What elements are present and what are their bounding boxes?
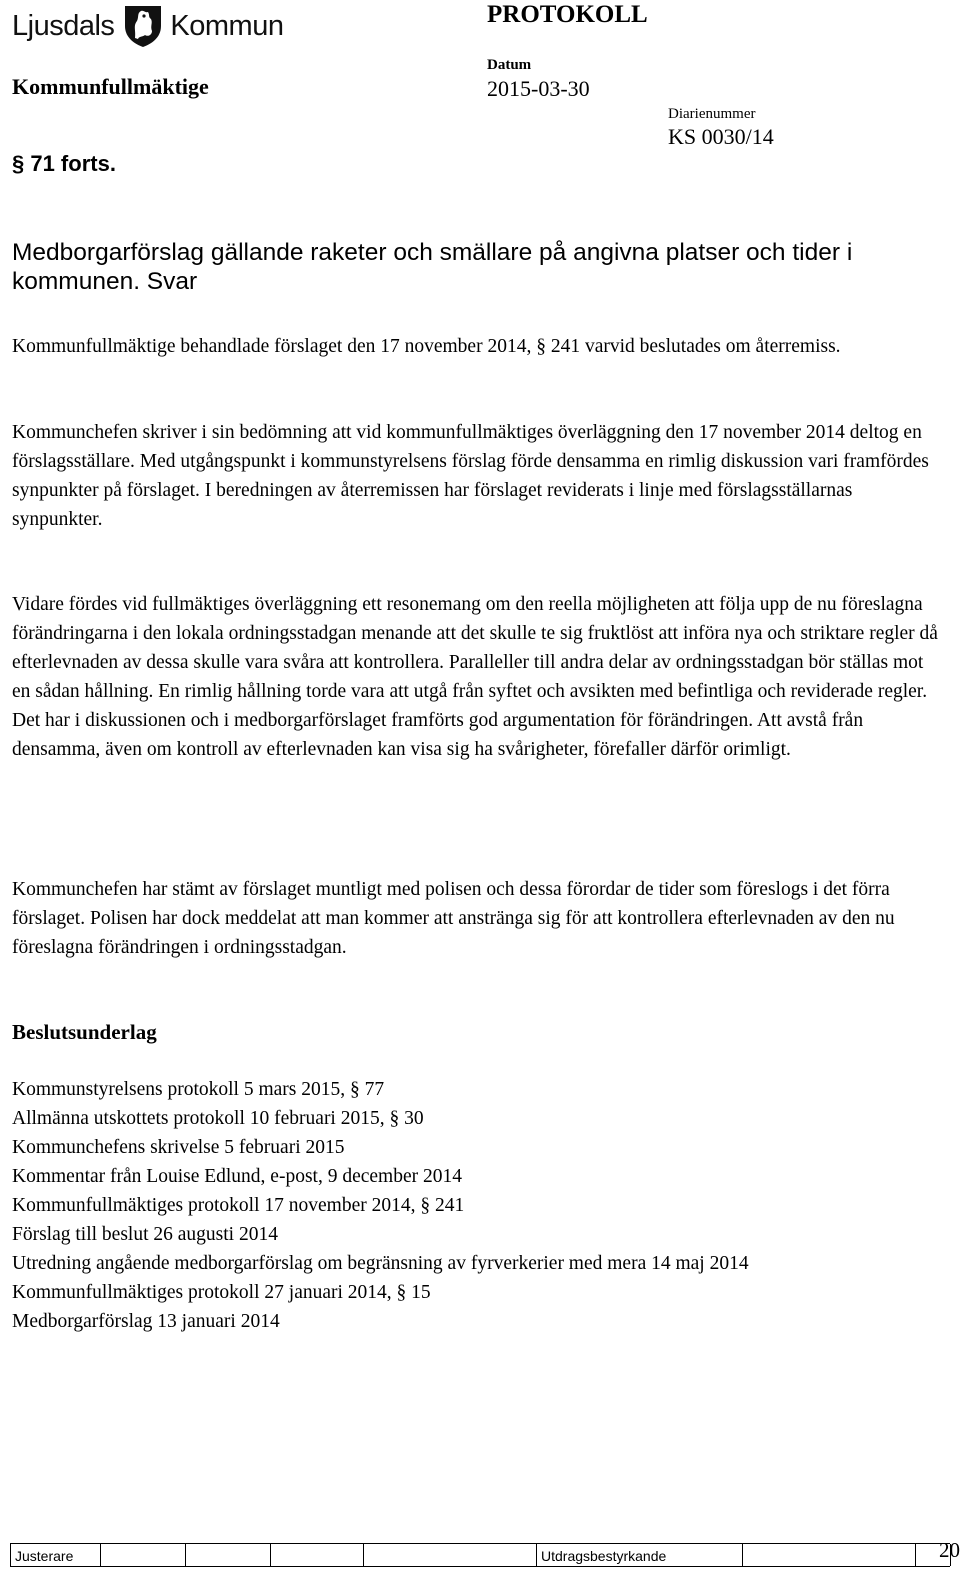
logo-text-kommun: Kommun (170, 9, 284, 42)
footer-signature-box (185, 1544, 186, 1566)
diary-number-label: Diarienummer (668, 106, 756, 122)
list-item: Utredning angående medborgarförslag om begränsning av fyrverkerier med mera 14 maj 2014 (12, 1253, 749, 1274)
list-item: Kommunchefens skrivelse 5 februari 2015 (12, 1137, 345, 1158)
diary-number: KS 0030/14 (668, 124, 774, 149)
list-item: Allmänna utskottets protokoll 10 februari 2015, § 30 (12, 1108, 424, 1129)
paragraph-2: Kommunchefen skriver i sin bedömning att vid kommunfullmäktiges överläggning den 17 november 2014 deltog en förslagsställare. Med utgångspunkt i kommunstyrelsens förslag förde densamma en rimlig diskussion vari framfördes synpunkter på förslaget. I beredningen av återremissen har förslaget reviderats i linje med förslagsställarnas synpunkter. (12, 422, 929, 530)
adjusters-label: Justerare (15, 1548, 74, 1564)
footer-signature-box (270, 1544, 271, 1566)
decision-basis-heading: Beslutsunderlag (12, 1020, 157, 1044)
document-type: PROTOKOLL (487, 1, 648, 28)
list-item: Medborgarförslag 13 januari 2014 (12, 1311, 280, 1332)
list-item: Kommunstyrelsens protokoll 5 mars 2015, § 77 (12, 1079, 385, 1100)
footer-signature-box (363, 1544, 364, 1566)
paragraph-4: Kommunchefen har stämt av förslaget muntligt med polisen och dessa förordar de tider som föreslogs i det förra förslaget. Polisen har dock meddelat att man kommer att anstränga sig för att kontrollera efterlevnaden av den nu föreslagna förändringen i ordningsstadgan. (12, 879, 895, 958)
organization-name: Kommunfullmäktige (12, 74, 209, 99)
paragraph-3: Vidare fördes vid fullmäktiges överläggning ett resonemang om den reella möjligheten att följa upp de nu föreslagna förändringarna i den lokala ordningsstadgan menande att det skulle te sig fruktlöst att införa nya och striktare regler då efterlevnaden av dessa skulle vara svåra att kontrollera. Paralleller till andra delar av ordningsstadgan bör ställas mot en sådan hållning. En rimlig hållning torde vara att utgå från syftet och avsikten med befintliga och reviderade regler. Det har i diskussionen och i medborgarförslaget framförts god argumentation för förändringen. Att avstå från densamma, även om kontroll av efterlevnaden kan visa sig ha svårigheter, förefaller därför orimligt. (12, 594, 938, 760)
date-label: Datum (487, 57, 532, 73)
page-number: 20 (939, 1538, 960, 1562)
signature-footer (10, 1543, 950, 1567)
coat-of-arms-icon (123, 4, 163, 48)
list-item: Kommunfullmäktiges protokoll 17 november 2014, § 241 (12, 1195, 465, 1216)
footer-signature-box (100, 1544, 101, 1566)
municipality-logo (12, 4, 283, 48)
decision-basis-list (12, 1075, 942, 1336)
list-item: Förslag till beslut 26 augusti 2014 (12, 1224, 278, 1245)
paragraph-1: Kommunfullmäktige behandlade förslaget den 17 november 2014, § 241 varvid beslutades om återremiss. (12, 336, 841, 357)
footer-cell-adjusters (10, 1544, 74, 1566)
footer-signature-box (742, 1544, 743, 1566)
list-item: Kommunfullmäktiges protokoll 27 januari 2014, § 15 (12, 1282, 431, 1303)
extract-certification-label: Utdragsbestyrkande (541, 1548, 667, 1564)
meeting-date: 2015-03-30 (487, 76, 590, 101)
list-item: Kommentar från Louise Edlund, e-post, 9 december 2014 (12, 1166, 462, 1187)
section-number: § 71 forts. (12, 151, 116, 176)
footer-cell-extract (536, 1544, 667, 1566)
section-heading: Medborgarförslag gällande raketer och smällare på angivna platser och tider i kommunen. Svar (12, 239, 853, 295)
logo-text-ljusdals: Ljusdals (12, 9, 115, 42)
